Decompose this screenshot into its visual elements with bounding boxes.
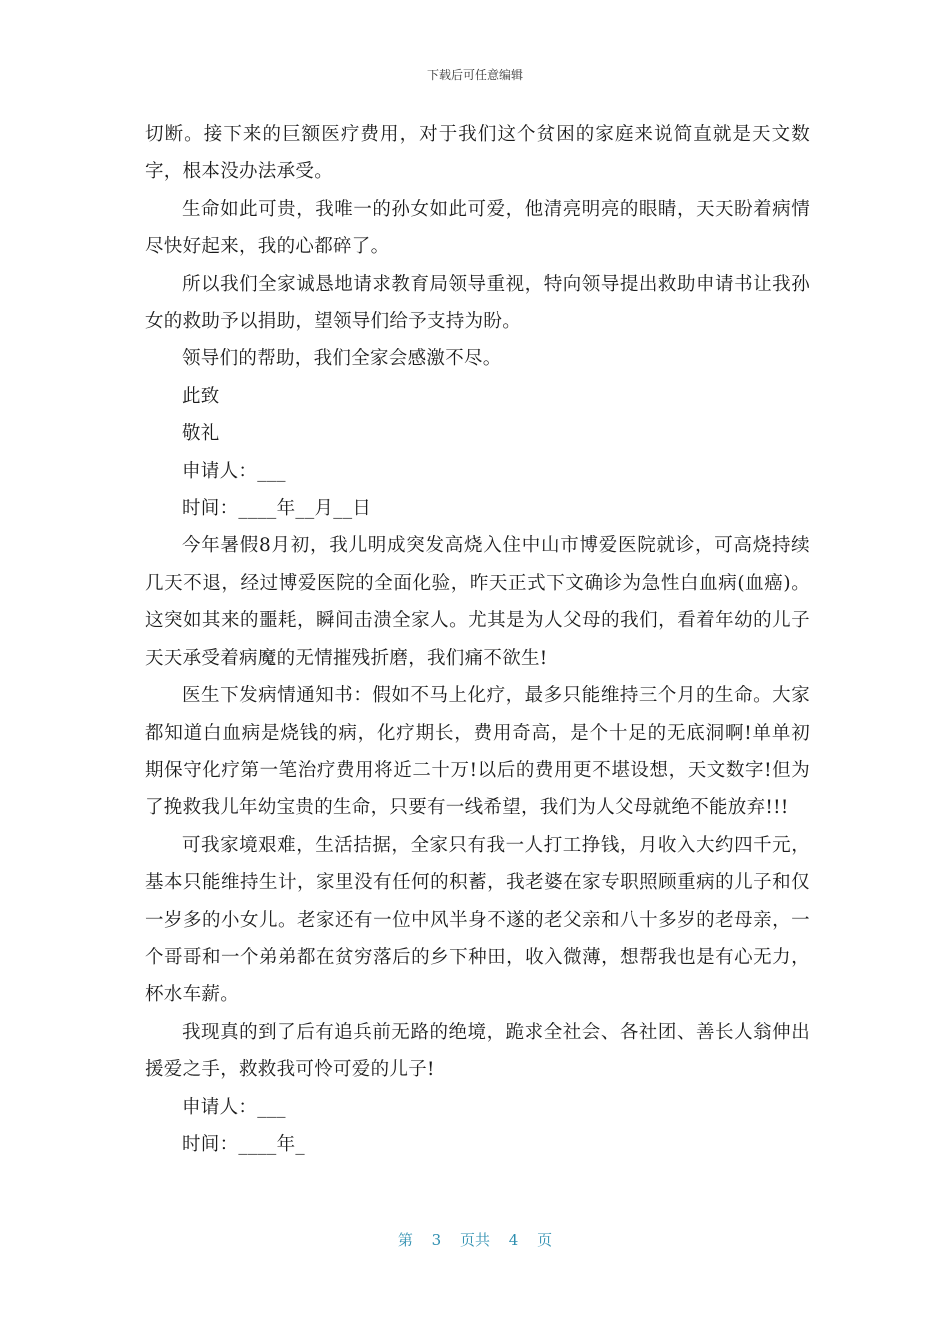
page-header: 下载后可任意编辑 [426, 68, 523, 82]
paragraph: 我现真的到了后有追兵前无路的绝境，跪求全社会、各社团、善长人翁伸出援爱之手，救救我可怜可爱的儿子! [145, 1021, 810, 1081]
paragraph: 可我家境艰难，生活拮据，全家只有我一人打工挣钱，月收入大约四千元，基本只能维持生计，家里没有任何的积蓄，我老婆在家专职照顾重病的儿子和仅一岁多的小女儿。老家还有一位中风半身不遂的老父亲和八十多岁的老母亲，一个哥哥和一个弟弟都在贫穷落后的乡下种田，收入微薄，想帮我也是有心无力，杯水车薪。 [145, 834, 810, 1006]
page-footer: 第 3 页共 4 页 [397, 1231, 553, 1249]
closing-respect: 敬礼 [182, 423, 220, 445]
date-line: 时间：____年_ [182, 1133, 305, 1155]
closing-salutation: 此致 [182, 385, 220, 407]
paragraph: 今年暑假8月初，我儿明成突发高烧入住中山市博爱医院就诊，可高烧持续几天不退，经过博爱医院的全面化验，昨天正式下文确诊为急性白血病(血癌)。这突如其来的噩耗，瞬间击溃全家人。尤其是为人父母的我们，看着年幼的儿子天天承受着病魔的无情摧残折磨，我们痛不欲生! [145, 535, 810, 669]
paragraph: 领导们的帮助，我们全家会感激不尽。 [182, 348, 502, 370]
applicant-line: 申请人：___ [182, 460, 286, 482]
document-body [145, 116, 810, 1163]
applicant-line: 申请人：___ [182, 1096, 286, 1118]
paragraph: 医生下发病情通知书：假如不马上化疗，最多只能维持三个月的生命。大家都知道白血病是烧钱的病，化疗期长，费用奇高，是个十足的无底洞啊!单单初期保守化疗第一笔治疗费用将近二十万!以后的费用更不堪设想，天文数字!但为了挽救我儿年幼宝贵的生命，只要有一线希望，我们为人父母就绝不能放弃!!! [145, 685, 810, 819]
paragraph-continuation: 切断。接下来的巨额医疗费用，对于我们这个贫困的家庭来说简直就是天文数字，根本没办法承受。 [145, 124, 810, 183]
date-line: 时间：____年__月__日 [182, 498, 372, 520]
paragraph: 所以我们全家诚恳地请求教育局领导重视，特向领导提出救助申请书让我孙女的救助予以捐助，望领导们给予支持为盼。 [145, 273, 810, 333]
paragraph: 生命如此可贵，我唯一的孙女如此可爱，他清亮明亮的眼睛，天天盼着病情尽快好起来，我的心都碎了。 [145, 198, 810, 258]
